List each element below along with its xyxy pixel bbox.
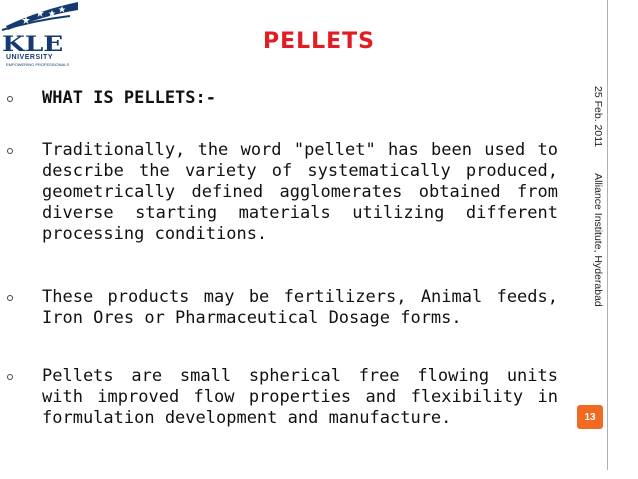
logo-wordmark: KLE: [2, 31, 64, 56]
bullet-icon: [7, 295, 13, 301]
page-number-badge: 13: [577, 405, 603, 429]
logo-subtitle: UNIVERSITY: [6, 54, 54, 61]
side-date: 25 Feb. 2011: [592, 86, 604, 148]
bullet-heading: WHAT IS PELLETS:-: [42, 88, 216, 108]
logo-tagline: EMPOWERING PROFESSIONALS: [6, 62, 70, 67]
side-institute: Alliance Institute, Hyderabad: [592, 173, 604, 307]
vertical-divider: [607, 0, 608, 470]
bullet-text: These products may be fertilizers, Animal feeds, Iron Ores or Pharmaceutical Dosage forms.: [42, 287, 558, 328]
side-caption: [592, 86, 604, 307]
bullet-icon: [7, 374, 13, 380]
bullet-text: Traditionally, the word "pellet" has been used to describe the variety of systematically produced, geometrically defined agglomerates obtained from diverse starting materials utilizing different processing conditions.: [42, 140, 558, 244]
slide-title: PELLETS: [262, 29, 376, 54]
bullet-icon: [7, 96, 13, 102]
bullet-text: Pellets are small spherical free flowing units with improved flow properties and flexibility in formulation development and manufacture.: [42, 366, 558, 428]
bullet-icon: [7, 148, 13, 154]
